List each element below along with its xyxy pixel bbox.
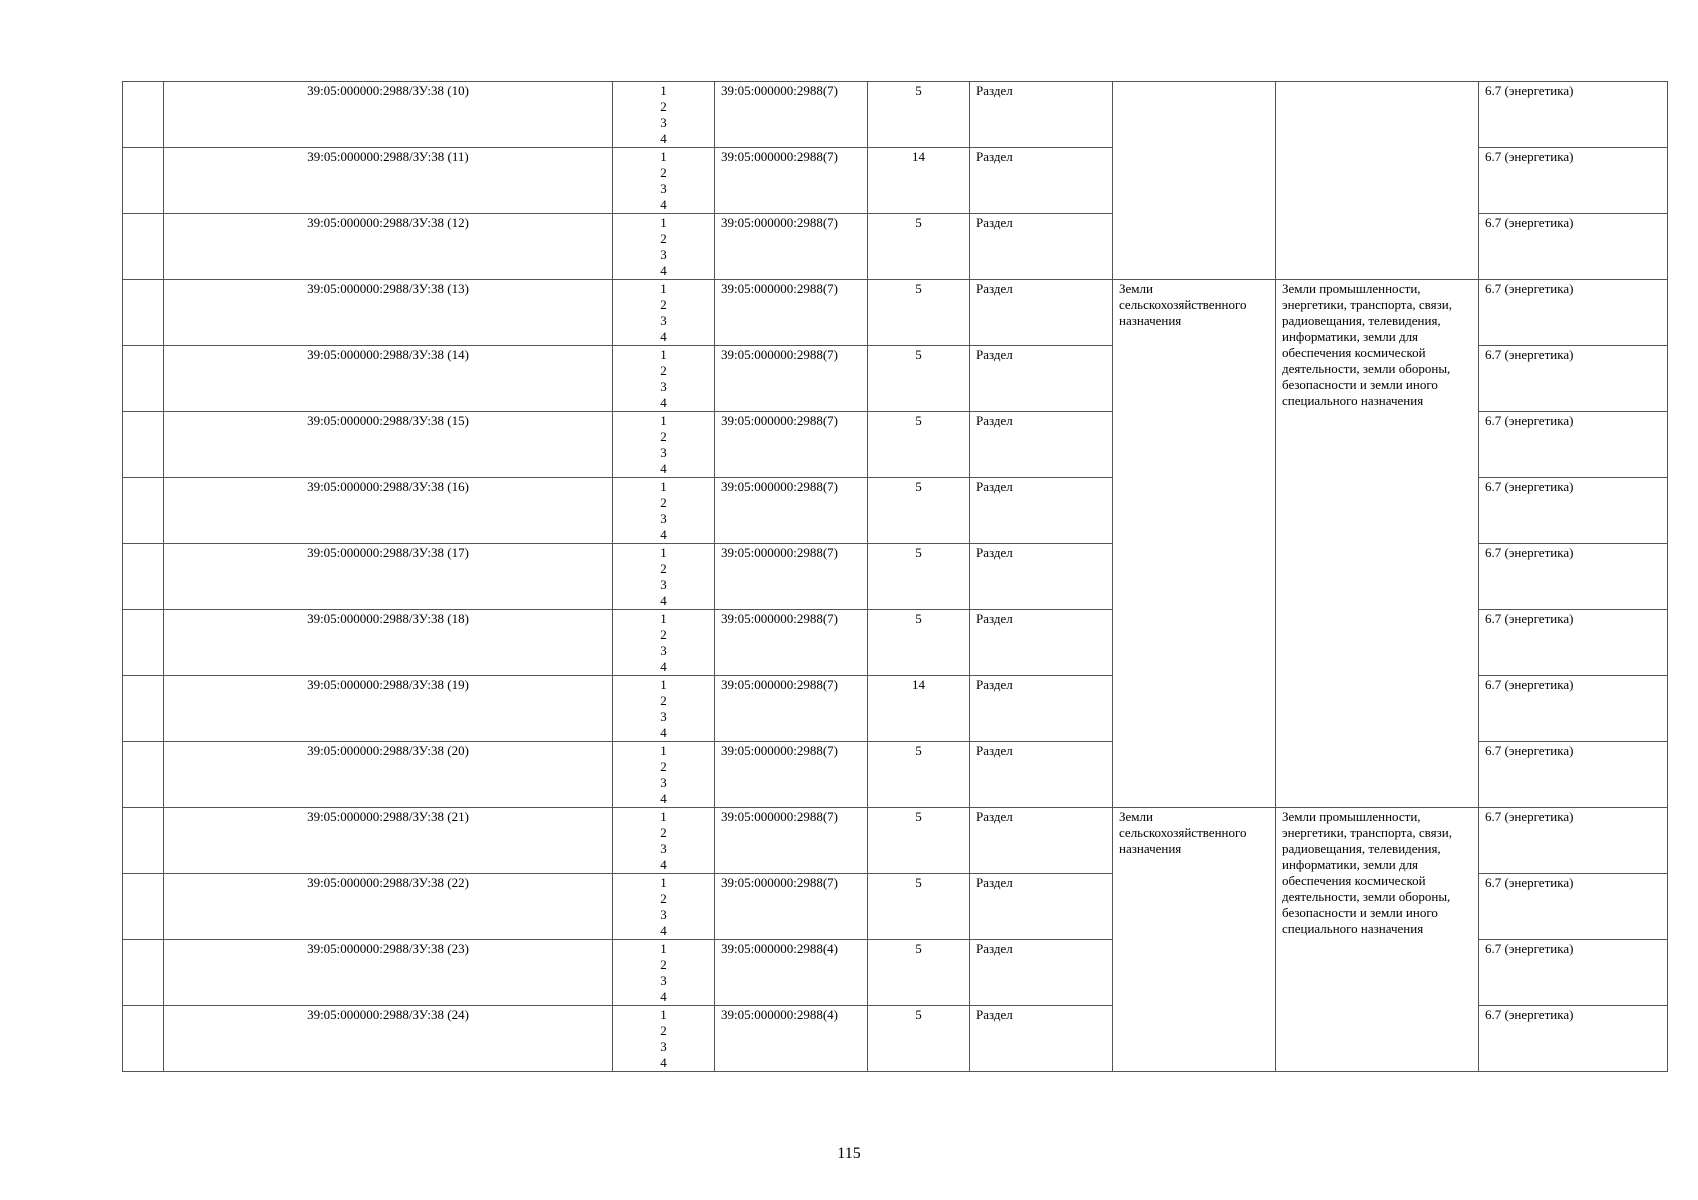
row-number-cell xyxy=(123,610,164,676)
source-plot-cell: 39:05:000000:2988(7) xyxy=(715,346,868,412)
plot-parts-cell xyxy=(613,676,715,742)
row-number-cell xyxy=(123,148,164,214)
source-plot-cell: 39:05:000000:2988(7) xyxy=(715,148,868,214)
part-number: 3 xyxy=(660,577,667,592)
source-plot-cell: 39:05:000000:2988(7) xyxy=(715,808,868,874)
plot-id-cell: 39:05:000000:2988/ЗУ:38 (24) xyxy=(164,1006,613,1072)
part-number: 2 xyxy=(660,693,667,708)
row-number-cell xyxy=(123,808,164,874)
part-number: 1 xyxy=(660,347,667,362)
permitted-use-cell: 6.7 (энергетика) xyxy=(1479,1006,1668,1072)
part-number: 4 xyxy=(660,527,667,542)
part-number: 3 xyxy=(660,1039,667,1054)
table-row xyxy=(123,82,1668,148)
permitted-use-cell: 6.7 (энергетика) xyxy=(1479,940,1668,1006)
permitted-use-cell: 6.7 (энергетика) xyxy=(1479,412,1668,478)
part-number: 2 xyxy=(660,759,667,774)
source-plot-cell: 39:05:000000:2988(7) xyxy=(715,874,868,940)
part-number: 2 xyxy=(660,627,667,642)
source-plot-cell: 39:05:000000:2988(4) xyxy=(715,1006,868,1072)
plot-parts-cell xyxy=(613,412,715,478)
formation-method-cell: Раздел xyxy=(970,808,1113,874)
quantity-cell: 5 xyxy=(868,346,970,412)
part-number: 3 xyxy=(660,181,667,196)
part-number: 2 xyxy=(660,231,667,246)
plot-id-cell: 39:05:000000:2988/ЗУ:38 (11) xyxy=(164,148,613,214)
formation-method-cell: Раздел xyxy=(970,148,1113,214)
permitted-use-cell: 6.7 (энергетика) xyxy=(1479,214,1668,280)
quantity-cell: 5 xyxy=(868,478,970,544)
plot-id-cell: 39:05:000000:2988/ЗУ:38 (22) xyxy=(164,874,613,940)
row-number-cell xyxy=(123,412,164,478)
land-type-cell: Земли промышленности, энергетики, транспорта, связи, радиовещания, телевидения, информатики, земли для обеспечения космической деятельности, земли обороны, безопасности и земли иного специального назначения xyxy=(1276,280,1479,808)
quantity-cell: 5 xyxy=(868,214,970,280)
permitted-use-cell: 6.7 (энергетика) xyxy=(1479,478,1668,544)
part-number: 4 xyxy=(660,593,667,608)
source-plot-cell: 39:05:000000:2988(7) xyxy=(715,412,868,478)
land-type-cell: Земли промышленности, энергетики, транспорта, связи, радиовещания, телевидения, информатики, земли для обеспечения космической деятельности, земли обороны, безопасности и земли иного специального назначения xyxy=(1276,808,1479,1072)
plot-id-cell: 39:05:000000:2988/ЗУ:38 (17) xyxy=(164,544,613,610)
part-number: 1 xyxy=(660,413,667,428)
formation-method-cell: Раздел xyxy=(970,610,1113,676)
part-number: 1 xyxy=(660,545,667,560)
part-number: 4 xyxy=(660,659,667,674)
quantity-cell: 5 xyxy=(868,610,970,676)
part-number: 1 xyxy=(660,479,667,494)
part-number: 2 xyxy=(660,165,667,180)
part-number: 2 xyxy=(660,297,667,312)
table-body xyxy=(123,82,1668,1072)
row-number-cell xyxy=(123,1006,164,1072)
plot-parts-cell xyxy=(613,544,715,610)
formation-method-cell: Раздел xyxy=(970,742,1113,808)
permitted-use-cell: 6.7 (энергетика) xyxy=(1479,676,1668,742)
part-number: 4 xyxy=(660,197,667,212)
formation-method-cell: Раздел xyxy=(970,412,1113,478)
plot-parts-cell xyxy=(613,478,715,544)
source-plot-cell: 39:05:000000:2988(7) xyxy=(715,610,868,676)
plot-id-cell: 39:05:000000:2988/ЗУ:38 (20) xyxy=(164,742,613,808)
part-number: 1 xyxy=(660,215,667,230)
plot-parts-cell xyxy=(613,148,715,214)
plot-parts-cell xyxy=(613,280,715,346)
part-number: 3 xyxy=(660,445,667,460)
row-number-cell xyxy=(123,478,164,544)
permitted-use-cell: 6.7 (энергетика) xyxy=(1479,82,1668,148)
part-number: 3 xyxy=(660,709,667,724)
row-number-cell xyxy=(123,82,164,148)
quantity-cell: 5 xyxy=(868,940,970,1006)
part-number: 2 xyxy=(660,891,667,906)
plot-parts-cell xyxy=(613,214,715,280)
part-number: 3 xyxy=(660,907,667,922)
plot-parts-cell xyxy=(613,742,715,808)
part-number: 1 xyxy=(660,83,667,98)
permitted-use-cell: 6.7 (энергетика) xyxy=(1479,874,1668,940)
quantity-cell: 5 xyxy=(868,1006,970,1072)
part-number: 1 xyxy=(660,809,667,824)
quantity-cell: 5 xyxy=(868,82,970,148)
row-number-cell xyxy=(123,940,164,1006)
source-plot-cell: 39:05:000000:2988(4) xyxy=(715,940,868,1006)
part-number: 2 xyxy=(660,429,667,444)
part-number: 2 xyxy=(660,363,667,378)
part-number: 2 xyxy=(660,957,667,972)
formation-method-cell: Раздел xyxy=(970,1006,1113,1072)
land-type-cell xyxy=(1276,82,1479,280)
formation-method-cell: Раздел xyxy=(970,214,1113,280)
source-plot-cell: 39:05:000000:2988(7) xyxy=(715,82,868,148)
source-plot-cell: 39:05:000000:2988(7) xyxy=(715,214,868,280)
part-number: 1 xyxy=(660,149,667,164)
permitted-use-cell: 6.7 (энергетика) xyxy=(1479,610,1668,676)
plot-id-cell: 39:05:000000:2988/ЗУ:38 (16) xyxy=(164,478,613,544)
part-number: 3 xyxy=(660,775,667,790)
source-plot-cell: 39:05:000000:2988(7) xyxy=(715,544,868,610)
plot-parts-cell xyxy=(613,610,715,676)
quantity-cell: 5 xyxy=(868,280,970,346)
plot-parts-cell xyxy=(613,940,715,1006)
part-number: 1 xyxy=(660,1007,667,1022)
table-row xyxy=(123,808,1668,874)
plot-parts-cell xyxy=(613,346,715,412)
land-category-cell xyxy=(1113,82,1276,280)
plot-id-cell: 39:05:000000:2988/ЗУ:38 (19) xyxy=(164,676,613,742)
plot-id-cell: 39:05:000000:2988/ЗУ:38 (13) xyxy=(164,280,613,346)
part-number: 4 xyxy=(660,131,667,146)
table-row xyxy=(123,280,1668,346)
plot-id-cell: 39:05:000000:2988/ЗУ:38 (14) xyxy=(164,346,613,412)
row-number-cell xyxy=(123,214,164,280)
quantity-cell: 14 xyxy=(868,148,970,214)
formation-method-cell: Раздел xyxy=(970,676,1113,742)
part-number: 1 xyxy=(660,677,667,692)
part-number: 4 xyxy=(660,1055,667,1070)
part-number: 4 xyxy=(660,857,667,872)
quantity-cell: 14 xyxy=(868,676,970,742)
plot-parts-cell xyxy=(613,1006,715,1072)
row-number-cell xyxy=(123,676,164,742)
land-category-cell: Земли сельскохозяйственного назначения xyxy=(1113,280,1276,808)
formation-method-cell: Раздел xyxy=(970,346,1113,412)
permitted-use-cell: 6.7 (энергетика) xyxy=(1479,742,1668,808)
part-number: 1 xyxy=(660,611,667,626)
permitted-use-cell: 6.7 (энергетика) xyxy=(1479,808,1668,874)
quantity-cell: 5 xyxy=(868,412,970,478)
source-plot-cell: 39:05:000000:2988(7) xyxy=(715,478,868,544)
part-number: 3 xyxy=(660,379,667,394)
part-number: 4 xyxy=(660,725,667,740)
plot-parts-cell xyxy=(613,82,715,148)
formation-method-cell: Раздел xyxy=(970,82,1113,148)
part-number: 2 xyxy=(660,561,667,576)
plot-parts-cell xyxy=(613,808,715,874)
part-number: 3 xyxy=(660,841,667,856)
part-number: 1 xyxy=(660,941,667,956)
part-number: 3 xyxy=(660,511,667,526)
part-number: 4 xyxy=(660,923,667,938)
land-category-cell: Земли сельскохозяйственного назначения xyxy=(1113,808,1276,1072)
plot-id-cell: 39:05:000000:2988/ЗУ:38 (23) xyxy=(164,940,613,1006)
land-plots-table xyxy=(122,81,1668,1072)
part-number: 4 xyxy=(660,461,667,476)
part-number: 3 xyxy=(660,313,667,328)
part-number: 4 xyxy=(660,329,667,344)
row-number-cell xyxy=(123,544,164,610)
part-number: 4 xyxy=(660,989,667,1004)
plot-id-cell: 39:05:000000:2988/ЗУ:38 (18) xyxy=(164,610,613,676)
plot-id-cell: 39:05:000000:2988/ЗУ:38 (21) xyxy=(164,808,613,874)
permitted-use-cell: 6.7 (энергетика) xyxy=(1479,280,1668,346)
formation-method-cell: Раздел xyxy=(970,478,1113,544)
part-number: 2 xyxy=(660,495,667,510)
part-number: 4 xyxy=(660,791,667,806)
plot-id-cell: 39:05:000000:2988/ЗУ:38 (15) xyxy=(164,412,613,478)
permitted-use-cell: 6.7 (энергетика) xyxy=(1479,148,1668,214)
formation-method-cell: Раздел xyxy=(970,940,1113,1006)
plot-id-cell: 39:05:000000:2988/ЗУ:38 (10) xyxy=(164,82,613,148)
part-number: 3 xyxy=(660,643,667,658)
part-number: 1 xyxy=(660,875,667,890)
row-number-cell xyxy=(123,280,164,346)
part-number: 1 xyxy=(660,281,667,296)
quantity-cell: 5 xyxy=(868,874,970,940)
quantity-cell: 5 xyxy=(868,742,970,808)
permitted-use-cell: 6.7 (энергетика) xyxy=(1479,346,1668,412)
source-plot-cell: 39:05:000000:2988(7) xyxy=(715,676,868,742)
formation-method-cell: Раздел xyxy=(970,544,1113,610)
part-number: 2 xyxy=(660,825,667,840)
part-number: 2 xyxy=(660,1023,667,1038)
source-plot-cell: 39:05:000000:2988(7) xyxy=(715,742,868,808)
plot-id-cell: 39:05:000000:2988/ЗУ:38 (12) xyxy=(164,214,613,280)
quantity-cell: 5 xyxy=(868,544,970,610)
part-number: 3 xyxy=(660,247,667,262)
part-number: 4 xyxy=(660,263,667,278)
row-number-cell xyxy=(123,346,164,412)
part-number: 3 xyxy=(660,115,667,130)
part-number: 2 xyxy=(660,99,667,114)
part-number: 4 xyxy=(660,395,667,410)
source-plot-cell: 39:05:000000:2988(7) xyxy=(715,280,868,346)
part-number: 3 xyxy=(660,973,667,988)
row-number-cell xyxy=(123,874,164,940)
formation-method-cell: Раздел xyxy=(970,874,1113,940)
quantity-cell: 5 xyxy=(868,808,970,874)
page-number: 115 xyxy=(837,1145,861,1162)
plot-parts-cell xyxy=(613,874,715,940)
part-number: 1 xyxy=(660,743,667,758)
permitted-use-cell: 6.7 (энергетика) xyxy=(1479,544,1668,610)
row-number-cell xyxy=(123,742,164,808)
formation-method-cell: Раздел xyxy=(970,280,1113,346)
